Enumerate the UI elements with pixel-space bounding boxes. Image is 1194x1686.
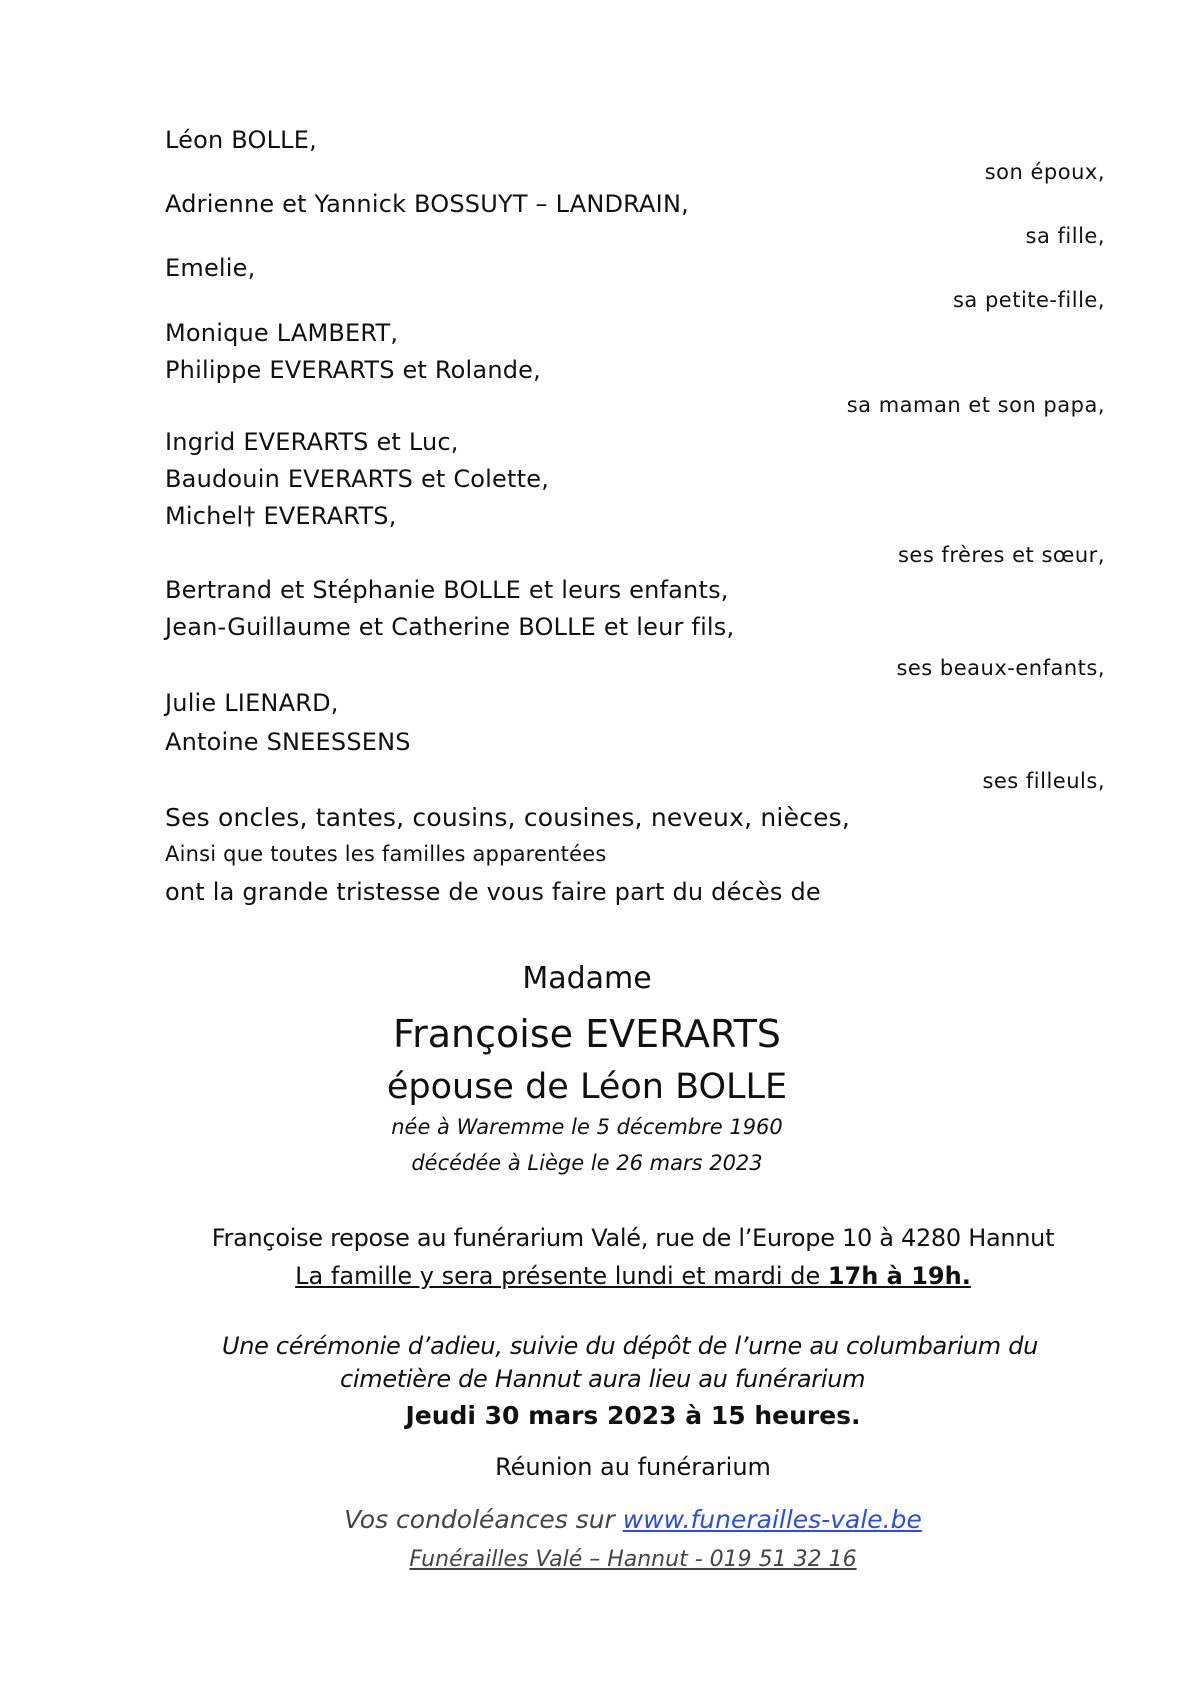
family-relation: ses frères et sœur, (897, 543, 1105, 567)
family-relation: sa petite-fille, (952, 288, 1105, 312)
family-relation: sa maman et son papa, (846, 393, 1105, 417)
family-name-line: Michel† EVERARTS, (165, 502, 397, 530)
family-name-line: Bertrand et Stéphanie BOLLE et leurs enfants, (165, 576, 729, 604)
family-name-line: Adrienne et Yannick BOSSUYT – LANDRAIN, (165, 190, 689, 218)
family-name-line: Ingrid EVERARTS et Luc, (165, 428, 459, 456)
presence-hours: 17h à 19h. (827, 1262, 971, 1290)
condolences-link[interactable]: www.funerailles-vale.be (622, 1505, 922, 1534)
condolences-line (0, 1507, 1194, 1532)
deceased-name: Françoise EVERARTS (393, 1012, 781, 1056)
intro-line: ont la grande tristesse de vous faire part du décès de (165, 878, 821, 906)
deceased-title: Madame (522, 961, 652, 996)
ceremony-date: Jeudi 30 mars 2023 à 15 heures. (405, 1401, 861, 1430)
family-name-line: Léon BOLLE, (165, 126, 317, 154)
ceremony-line: Une cérémonie d’adieu, suivie du dépôt de l’urne au columbarium du (221, 1332, 1039, 1360)
deceased-spouse: épouse de Léon BOLLE (386, 1067, 788, 1107)
family-relation: ses beaux-enfants, (896, 656, 1105, 680)
family-relation: son époux, (984, 160, 1105, 184)
death-info: décédée à Liège le 26 mars 2023 (411, 1151, 763, 1175)
visitation-location: Françoise repose au funérarium Valé, rue de l’Europe 10 à 4280 Hannut (211, 1224, 1055, 1252)
reunion-info: Réunion au funérarium (495, 1453, 771, 1481)
family-name-line: Antoine SNEESSENS (165, 728, 411, 756)
family-relation: sa fille, (1025, 224, 1105, 248)
intro-line: Ses oncles, tantes, cousins, cousines, neveux, nièces, (165, 803, 851, 832)
ceremony-line: cimetière de Hannut aura lieu au funérarium (340, 1365, 866, 1393)
family-name-line: Emelie, (165, 254, 256, 282)
condolences-text: Vos condoléances sur (344, 1505, 623, 1534)
visitation-presence (0, 1264, 1194, 1288)
funeral-home-footer: Funérailles Valé – Hannut - 019 51 32 16 (409, 1547, 857, 1572)
presence-text: La famille y sera présente lundi et mardi de (295, 1262, 828, 1290)
birth-info: née à Waremme le 5 décembre 1960 (391, 1115, 783, 1139)
family-relation: ses filleuls, (982, 769, 1105, 793)
family-name-line: Philippe EVERARTS et Rolande, (165, 356, 541, 384)
intro-line: Ainsi que toutes les familles apparentées (165, 842, 607, 866)
family-name-line: Julie LIENARD, (165, 689, 339, 717)
family-name-line: Jean-Guillaume et Catherine BOLLE et leur fils, (165, 613, 735, 641)
family-name-line: Baudouin EVERARTS et Colette, (165, 465, 550, 493)
family-name-line: Monique LAMBERT, (165, 319, 399, 347)
